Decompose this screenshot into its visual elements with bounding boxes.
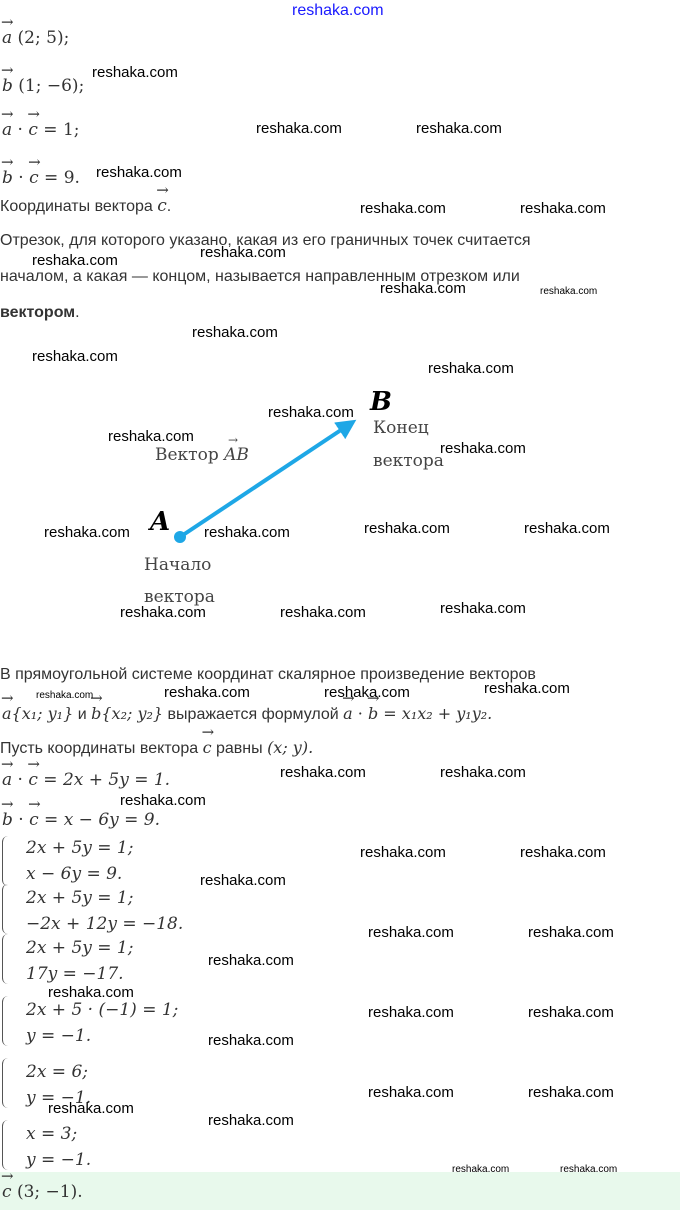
watermark: reshaka.com bbox=[200, 872, 286, 889]
watermark: reshaka.com bbox=[36, 690, 94, 701]
given-a: → a (2; 5); bbox=[2, 28, 69, 48]
watermark: reshaka.com bbox=[520, 200, 606, 217]
vector-label: Вектор AB bbox=[155, 445, 249, 465]
sys2-eq2: −2x + 12y = −18. bbox=[26, 914, 184, 934]
sys3-eq2: 17y = −17. bbox=[26, 964, 124, 984]
watermark: reshaka.com bbox=[208, 1032, 294, 1049]
watermark: reshaka.com bbox=[108, 428, 194, 445]
sys5-eq1: 2x = 6; bbox=[26, 1062, 88, 1082]
sys3-eq1: 2x + 5y = 1; bbox=[26, 938, 134, 958]
point-a-label: A bbox=[150, 507, 171, 537]
system-3-brace bbox=[2, 934, 9, 984]
watermark: reshaka.com bbox=[428, 360, 514, 377]
sys4-eq1: 2x + 5 · (−1) = 1; bbox=[26, 1000, 179, 1020]
watermark: reshaka.com bbox=[48, 984, 134, 1001]
watermark: reshaka.com bbox=[440, 764, 526, 781]
eq-a-dot-c: → a · → c = 2x + 5y = 1. bbox=[2, 770, 170, 790]
watermark: reshaka.com bbox=[48, 1100, 134, 1117]
start-label-1: Начало bbox=[144, 555, 212, 575]
site-header-link[interactable]: reshaka.com bbox=[292, 2, 384, 19]
watermark: reshaka.com bbox=[92, 64, 178, 81]
sys1-eq2: x − 6y = 9. bbox=[26, 864, 123, 884]
watermark: reshaka.com bbox=[164, 684, 250, 701]
system-4-brace bbox=[2, 996, 9, 1046]
watermark: reshaka.com bbox=[32, 252, 118, 269]
watermark: reshaka.com bbox=[324, 684, 410, 701]
system-2-brace bbox=[2, 884, 9, 934]
watermark: reshaka.com bbox=[440, 600, 526, 617]
theory-line-1: Отрезок, для которого указано, какая из его граничных точек считается bbox=[0, 232, 531, 249]
watermark: reshaka.com bbox=[380, 280, 466, 297]
watermark: reshaka.com bbox=[268, 404, 354, 421]
watermark: reshaka.com bbox=[528, 924, 614, 941]
sys6-eq1: x = 3; bbox=[26, 1124, 78, 1144]
watermark: reshaka.com bbox=[368, 924, 454, 941]
system-1-brace bbox=[2, 836, 9, 886]
theory-line-3: вектором. bbox=[0, 304, 80, 321]
answer: → c (3; −1). bbox=[2, 1182, 83, 1202]
watermark: reshaka.com bbox=[200, 244, 286, 261]
answer-highlight bbox=[0, 1172, 680, 1210]
watermark: reshaka.com bbox=[452, 1164, 510, 1175]
formula-line-1: В прямоугольной системе координат скалярное произведение векторов bbox=[0, 666, 536, 683]
watermark: reshaka.com bbox=[560, 1164, 618, 1175]
watermark: reshaka.com bbox=[96, 164, 182, 181]
sys1-eq1: 2x + 5y = 1; bbox=[26, 838, 134, 858]
watermark: reshaka.com bbox=[368, 1084, 454, 1101]
watermark: reshaka.com bbox=[32, 348, 118, 365]
given-b-dot-c: → b · → c = 9. bbox=[2, 168, 80, 188]
end-label-1: Конец bbox=[373, 418, 429, 438]
watermark: reshaka.com bbox=[520, 844, 606, 861]
vector-a: → a bbox=[2, 28, 12, 48]
let-text: Пусть координаты вектора → c равны (x; y). bbox=[0, 738, 313, 758]
watermark: reshaka.com bbox=[280, 764, 366, 781]
watermark: reshaka.com bbox=[360, 844, 446, 861]
theory-line-2: началом, а какая — концом, называется направленным отрезком или bbox=[0, 268, 520, 285]
watermark: reshaka.com bbox=[540, 286, 598, 297]
point-a-dot bbox=[174, 531, 186, 543]
watermark: reshaka.com bbox=[440, 440, 526, 457]
watermark: reshaka.com bbox=[528, 1084, 614, 1101]
given-a-dot-c: → a · → c = 1; bbox=[2, 120, 80, 140]
watermark: reshaka.com bbox=[256, 120, 342, 137]
formula-line-2: → a{x₁; y₁} и → b{x₂; y₂} выражается формулой → a · → b = x₁x₂ + y₁y₂. bbox=[2, 704, 492, 724]
vector-ab-arrow bbox=[180, 422, 353, 537]
watermark: reshaka.com bbox=[364, 520, 450, 537]
watermark: reshaka.com bbox=[280, 604, 366, 621]
given-b: → b (1; −6); bbox=[2, 76, 84, 96]
eq-b-dot-c: → b · → c = x − 6y = 9. bbox=[2, 810, 160, 830]
sys2-eq1: 2x + 5y = 1; bbox=[26, 888, 134, 908]
sys5-eq2: y = −1. bbox=[26, 1088, 92, 1108]
watermark: reshaka.com bbox=[120, 792, 206, 809]
system-6-brace bbox=[2, 1120, 9, 1170]
find-text: Координаты вектора → c. bbox=[0, 196, 171, 216]
watermark: reshaka.com bbox=[524, 520, 610, 537]
watermark: reshaka.com bbox=[368, 1004, 454, 1021]
watermark: reshaka.com bbox=[528, 1004, 614, 1021]
watermark: reshaka.com bbox=[484, 680, 570, 697]
vector-b: → b bbox=[2, 76, 13, 96]
system-5-brace bbox=[2, 1058, 9, 1108]
watermark: reshaka.com bbox=[192, 324, 278, 341]
watermark: reshaka.com bbox=[416, 120, 502, 137]
watermark: reshaka.com bbox=[120, 604, 206, 621]
sys6-eq2: y = −1. bbox=[26, 1150, 92, 1170]
sys4-eq2: y = −1. bbox=[26, 1026, 92, 1046]
watermark: reshaka.com bbox=[204, 524, 290, 541]
point-b-label: B bbox=[370, 387, 392, 417]
watermark: reshaka.com bbox=[208, 952, 294, 969]
start-label-2: вектора bbox=[144, 587, 215, 607]
watermark: reshaka.com bbox=[44, 524, 130, 541]
watermark: reshaka.com bbox=[208, 1112, 294, 1129]
svg-text:→: → bbox=[228, 433, 239, 447]
watermark: reshaka.com bbox=[360, 200, 446, 217]
end-label-2: вектора bbox=[373, 451, 444, 471]
